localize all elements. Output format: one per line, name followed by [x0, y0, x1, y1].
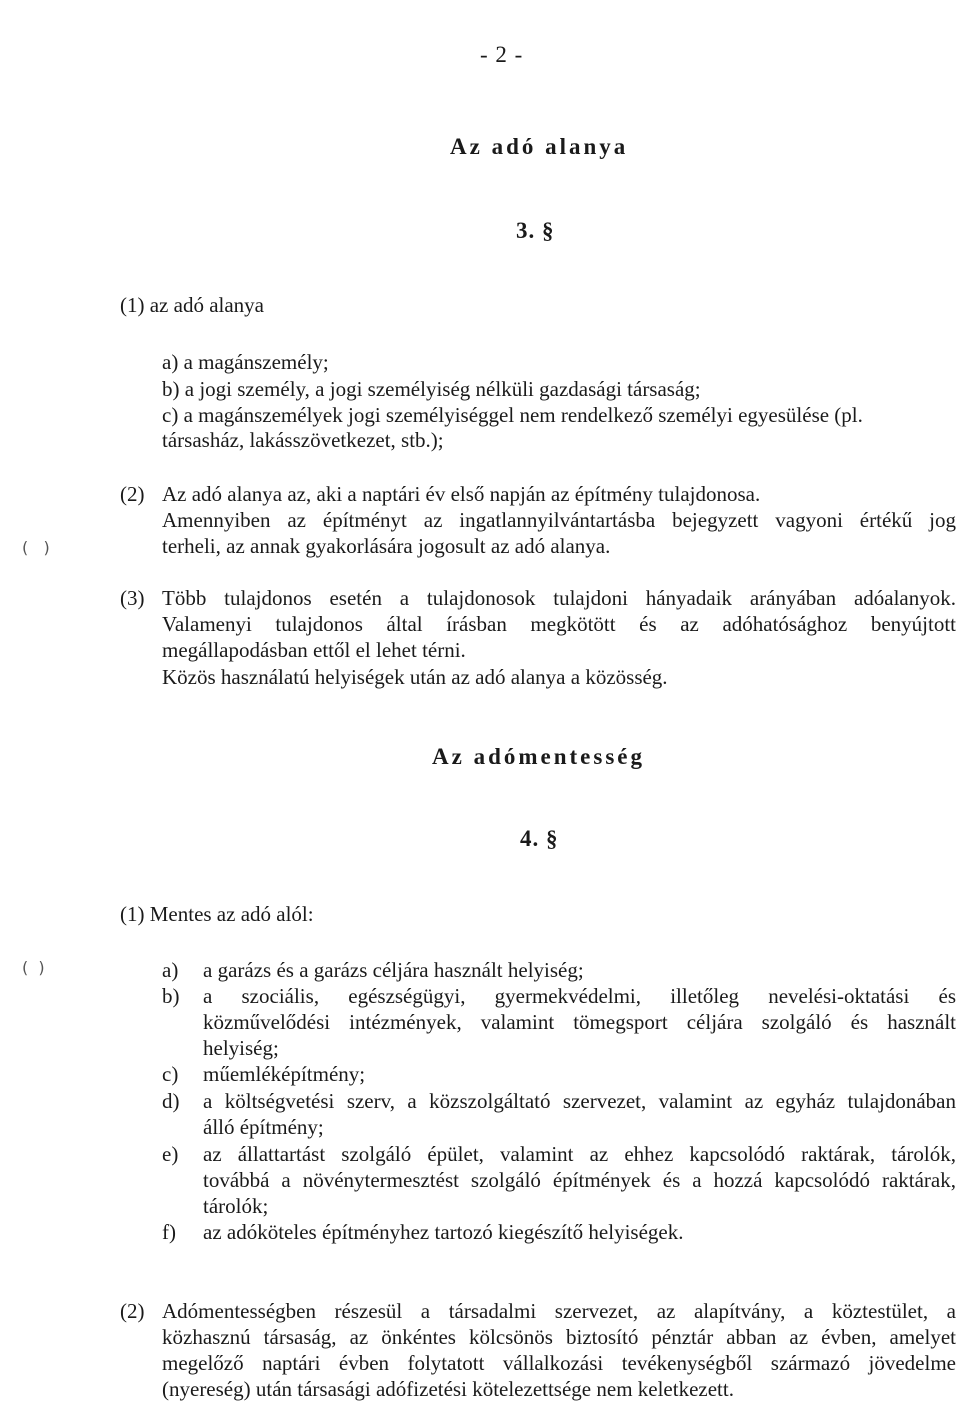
exempt-d-line-2: álló építmény; — [203, 1115, 324, 1139]
item-3-line-4: Közös használatú helyiségek után az adó alanya a közösség. — [162, 665, 668, 689]
exempt-letter-d: d) — [162, 1089, 180, 1113]
exempt-e-line-1: az állattartást szolgáló épület, valamint az ehhez kapcsolódó raktárak, tárolók, — [203, 1142, 956, 1166]
exempt-letter-e: e) — [162, 1142, 179, 1166]
exempt-e-line-3: tárolók; — [203, 1194, 269, 1218]
subitem-c-cont: társasház, lakásszövetkezet, stb.); — [162, 428, 444, 452]
item-2-line-1: Az adó alanya az, aki a naptári év első napján az építmény tulajdonosa. — [162, 482, 761, 506]
item-2-label: (2) — [120, 482, 145, 506]
paragraph-mark-4: 4. § — [520, 826, 559, 851]
scan-speck-left-1: ( ) — [22, 538, 50, 557]
exempt-a-line-1: a garázs és a garázs céljára használt helyiség; — [203, 958, 584, 982]
exempt-c-line-1: műemléképítmény; — [203, 1062, 366, 1086]
item-3-line-3: megállapodásban ettől el lehet térni. — [162, 638, 466, 662]
exempt-letter-a: a) — [162, 958, 179, 982]
section-title-adoalany: Az adó alanya — [450, 134, 629, 159]
exempt-item-2-line-3: megelőző naptári évben folytatott vállalkozási tevékenységből származó jövedelme — [162, 1351, 956, 1375]
exempt-letter-f: f) — [162, 1220, 176, 1244]
paragraph-mark-3: 3. § — [516, 218, 555, 243]
subitem-c: c) a magánszemélyek jogi személyiséggel nem rendelkező személyi egyesülése (pl. — [162, 403, 863, 427]
item-3-label: (3) — [120, 586, 145, 610]
exempt-letter-b: b) — [162, 984, 180, 1008]
scan-speck-left-2: ( ) — [22, 958, 45, 977]
exempt-item-1-label: (1) Mentes az adó alól: — [120, 902, 314, 926]
exempt-e-line-2: továbbá a növénytermesztést szolgáló építmények és a hozzá kapcsolódó raktárak, — [203, 1168, 956, 1192]
exempt-letter-c: c) — [162, 1062, 179, 1086]
subitem-a: a) a magánszemély; — [162, 350, 329, 374]
exempt-b-line-3: helyiség; — [203, 1036, 279, 1060]
exempt-b-line-1: a szociális, egészségügyi, gyermekvédelmi, illetőleg nevelési-oktatási és — [203, 984, 956, 1008]
exempt-d-line-1: a költségvetési szerv, a közszolgáltató szervezet, valamint az egyház tulajdonában — [203, 1089, 956, 1113]
exempt-b-line-2: közművelődési intézmények, valamint tömegsport céljára szolgáló és használt — [203, 1010, 956, 1034]
exempt-item-2-line-2: közhasznú társaság, az önkéntes kölcsönös biztosító pénztár abban az évben, amelyet — [162, 1325, 956, 1349]
item-1-label: (1) az adó alanya — [120, 293, 264, 317]
exempt-f-line-1: az adóköteles építményhez tartozó kiegészítő helyiségek. — [203, 1220, 684, 1244]
exempt-item-2-line-4: (nyereség) után társasági adófizetési kötelezettsége nem keletkezett. — [162, 1377, 734, 1401]
item-2-line-3: terheli, az annak gyakorlására jogosult az adó alanya. — [162, 534, 611, 558]
page-number: - 2 - — [480, 42, 524, 67]
exempt-item-2-line-1: Adómentességben részesül a társadalmi szervezet, az alapítvány, a köztestület, a — [162, 1299, 956, 1323]
item-2-line-2: Amennyiben az építményt az ingatlannyilvántartásba bejegyzett vagyoni értékű jog — [162, 508, 956, 532]
item-3-line-1: Több tulajdonos esetén a tulajdonosok tulajdoni hányadaik arányában adóalanyok. — [162, 586, 956, 610]
item-3-line-2: Valamenyi tulajdonos által írásban megkötött és az adóhatósághoz benyújtott — [162, 612, 956, 636]
subitem-b: b) a jogi személy, a jogi személyiség nélküli gazdasági társaság; — [162, 377, 701, 401]
section-title-adomentesseg: Az adómentesség — [432, 744, 645, 769]
exempt-item-2-label: (2) — [120, 1299, 145, 1323]
